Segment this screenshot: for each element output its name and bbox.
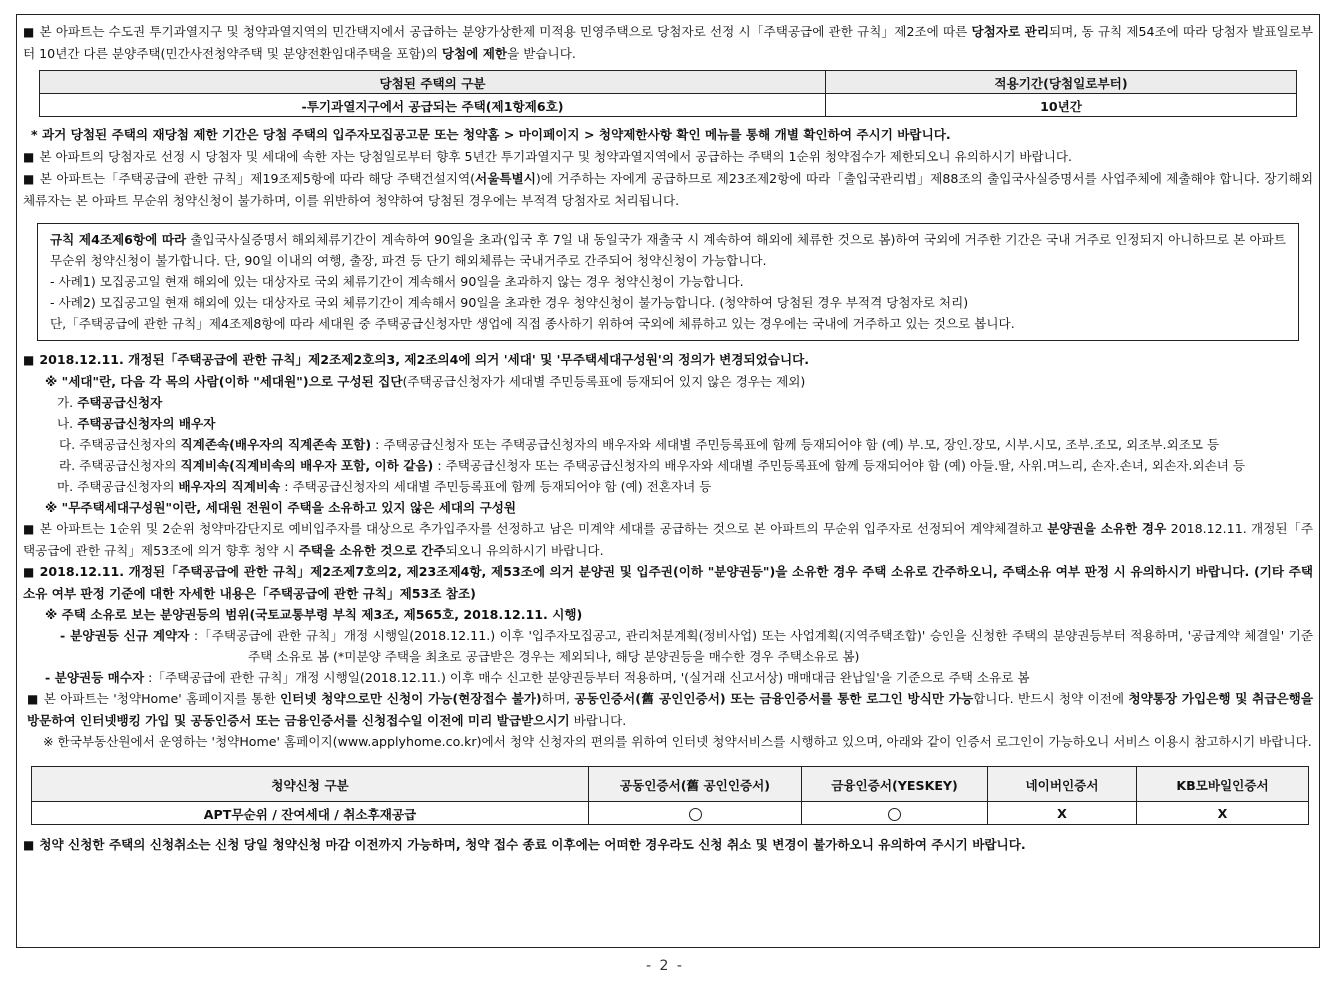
first-rank-paragraph: ■ 본 아파트의 당첨자로 선정 시 당첨자 및 세대에 속한 자는 당첨일로부터 향후 5년간 투기과열지구 및 청약과열지역에서 공급하는 주택의 1순위 청약접수가 제한되오니 유의하시기 바랍니다.	[23, 146, 1313, 168]
reserve-text-c: 2018.12.11. 개정된「주택공급에 관한 규칙」제53조에 의거 향후 청약 시	[23, 521, 1314, 558]
intro-bold-1: 당첨자로 관리	[971, 24, 1049, 39]
intro-text-end: 을 받습니다.	[507, 46, 576, 61]
online-bold-b: 인터넷 청약으로만 신청이 가능(현장접수 불가)	[280, 691, 542, 706]
item-da-bold: 직계존속(배우자의 직계존속 포함)	[180, 437, 372, 452]
online-text-g: 바랍니다.	[569, 713, 627, 728]
cert-header-naver: 네이버인증서	[988, 767, 1137, 802]
intro-bold-2: 당첨에 제한	[441, 46, 508, 61]
restriction-table	[39, 70, 1297, 117]
restriction-cell-period: 10년간	[826, 94, 1297, 117]
household-definition-text: (주택공급신청자가 세대별 주민등록표에 등재되어 있지 않은 경우는 제외)	[402, 374, 806, 389]
recheck-note: * 과거 당첨된 주택의 재당첨 제한 기간은 당첨 주택의 입주자모집공고문 또는 청약홈 > 마이페이지 > 청약제한사항 확인 메뉴를 통해 개별 확인하여 주시기 바랍니다.	[31, 127, 951, 142]
reserve-bold-d: 주택을 소유한 것으로 간주	[298, 543, 446, 558]
presale-buyer	[23, 667, 1313, 688]
region-name: 서울특별시	[475, 171, 536, 186]
overseas-stay-box	[37, 223, 1299, 341]
cert-header-type: 청약신청 구분	[32, 767, 589, 802]
cert-header-kb: KB모바일인증서	[1137, 767, 1309, 802]
box-case-2: - 사례2) 모집공고일 현재 해외에 있는 대상자로 국외 체류기간이 계속해서 90일을 초과한 경우 청약신청이 불가능합니다. (청약하여 당첨된 경우 부적격 당첨자로 처리)	[50, 295, 969, 310]
document-page	[16, 14, 1320, 948]
circle-icon	[888, 808, 901, 821]
item-ma-text: : 주택공급신청자의 세대별 주민등록표에 함께 등재되어야 함 (예) 전혼자녀 등	[280, 479, 712, 494]
box-line-1-bold: 규칙 제4조제6항에 따라	[50, 232, 187, 247]
household-definition	[23, 371, 1313, 392]
item-da-prefix: 다. 주택공급신청자의	[59, 437, 181, 452]
item-ra-bold: 직계비속(직계비속의 배우자 포함, 이하 같음)	[180, 458, 434, 473]
household-item-ra	[23, 455, 1313, 476]
reserve-paragraph	[23, 518, 1313, 561]
presale-title: ■ 2018.12.11. 개정된「주택공급에 관한 규칙」제2조제7호의2, 제23조제4항, 제53조에 의거 분양권 및 입주권(이하 "분양권등")을 소유한 경우 주택 소유로 간주하오니, 주택소유 여부 판정 시 유의하시기 바랍니다. (기타 주택소유 여부 판정 기준에 대한 자세한 내용은「주택공급에 관한 규칙」제53조 참조)	[23, 561, 1313, 604]
intro-text-mid: 되며, 동 규칙 제54조에 따라 당첨자 발표일로부터 10년간 다른 분양주택(민간사전청약주택 및 분양전환임대주택을 포함)의	[23, 24, 1314, 61]
reserve-text-e: 되오니 유의하시기 바랍니다.	[445, 543, 604, 558]
household-title: ■ 2018.12.11. 개정된「주택공급에 관한 규칙」제2조제2호의3, 제2조의4에 의거 '세대' 및 '무주택세대구성원'의 정의가 변경되었습니다.	[23, 349, 1313, 371]
household-item-ga	[23, 392, 1313, 413]
region-text-c: )에 거주하는 자에게 공급하므로 제23조제2항에 따라「출입국관리법」제88조의 출입국사실증명서를 사업주체에 제출해야 합니다. 장기해외체류자는 본 아파트 무순위 청약신청이 불가하며, 이를 위반하여 청약하여 당첨된 경우에는 부적격 당첨자로 처리됩니다.	[23, 171, 1314, 208]
online-text-e: 합니다. 반드시 청약 이전에	[973, 691, 1129, 706]
item-na-bold: 주택공급신청자의 배우자	[77, 416, 216, 431]
cert-financial-available	[802, 802, 988, 825]
cert-kb-unavailable: X	[1137, 802, 1309, 825]
online-bold-f: 청약통장 가입은행 및 취급은행을 방문하여 인터넷뱅킹 가입 및 공동인증서 또는 금융인증서를 신청접수일 이전에 미리 발급받으시기	[27, 691, 1314, 728]
cert-header-joint: 공동인증서(舊 공인인증서)	[589, 767, 802, 802]
region-paragraph	[23, 168, 1313, 211]
intro-paragraph	[23, 21, 1313, 64]
household-definition-bold: ※ "세대"란, 다음 각 목의 사람(이하 "세대원")으로 구성된 집단	[45, 374, 403, 389]
item-ga-prefix: 가.	[57, 395, 78, 410]
restriction-cell-type: -투기과열지구에서 공급되는 주택(제1항제6호)	[40, 94, 826, 117]
certificate-table	[31, 766, 1309, 825]
presale-new-bold: - 분양권등 신규 계약자	[60, 628, 190, 643]
reserve-bold-b: 분양권을 소유한 경우	[1047, 521, 1167, 536]
household-item-ma	[23, 476, 1313, 497]
item-ma-prefix: 마. 주택공급신청자의	[57, 479, 179, 494]
reserve-text-a: 본 아파트는 1순위 및 2순위 청약마감단지로 예비입주자를 대상으로 추가입주자를 선정하고 남은 미계약 세대를 공급하는 것으로 본 아파트의 무순위 입주자로 선정되어 계약체결하고	[39, 521, 1048, 536]
online-text-c: 하며,	[541, 691, 575, 706]
box-exception: 단,「주택공급에 관한 규칙」제4조제8항에 따라 세대원 중 주택공급신청자만 생업에 직접 종사하기 위하여 국외에 체류하고 있는 경우에는 국내에 거주하고 있는 것으로 봅니다.	[50, 316, 1015, 331]
presale-new-contractor	[23, 625, 1313, 667]
cert-naver-unavailable: X	[988, 802, 1137, 825]
online-text-a: 본 아파트는 '청약Home' 홈페이지를 통한	[43, 691, 280, 706]
box-line-1	[50, 229, 1286, 271]
cert-row-label: APT무순위 / 잔여세대 / 취소후재공급	[32, 802, 589, 825]
item-ga-bold: 주택공급신청자	[77, 395, 163, 410]
item-da-text: : 주택공급신청자 또는 주택공급신청자의 배우자와 세대별 주민등록표에 함께 등재되어야 함 (예) 부.모, 장인.장모, 시부.시모, 조부.조모, 외조부.외조모 등	[371, 437, 1220, 452]
item-ra-text: : 주택공급신청자 또는 주택공급신청자의 배우자와 세대별 주민등록표에 함께 등재되어야 함 (예) 아들.딸, 사위.며느리, 손자.손녀, 외손자.외손녀 등	[433, 458, 1246, 473]
household-item-na	[23, 413, 1313, 434]
online-bold-d: 공동인증서(舊 공인인증서) 또는 금융인증서를 통한 로그인 방식만 가능	[574, 691, 974, 706]
item-ra-prefix: 라. 주택공급신청자의	[59, 458, 181, 473]
cert-joint-available	[589, 802, 802, 825]
homeless-definition: ※ "무주택세대구성원"이란, 세대원 전원이 주택을 소유하고 있지 않은 세대의 구성원	[45, 500, 517, 515]
presale-scope: ※ 주택 소유로 보는 분양권등의 범위(국토교통부령 부칙 제3조, 제565호, 2018.12.11. 시행)	[45, 607, 583, 622]
household-item-da	[23, 434, 1313, 455]
presale-buyer-text: :「주택공급에 관한 규칙」개정 시행일(2018.12.11.) 이후 매수 신고한 분양권등부터 적용하며, '(실거래 신고서상) 매매대금 완납일'을 기준으로 주택 소유로 봄	[144, 670, 1030, 685]
item-na-prefix: 나.	[57, 416, 78, 431]
online-paragraph	[23, 688, 1313, 731]
item-ma-bold: 배우자의 직계비속	[178, 479, 281, 494]
page-number: - 2 -	[646, 958, 684, 974]
region-text-a: 본 아파트는「주택공급에 관한 규칙」제19조제5항에 따라 해당 주택건설지역(	[39, 171, 476, 186]
online-note: ※ 한국부동산원에서 운영하는 '청약Home' 홈페이지(www.applyhome.co.kr)에서 청약 신청자의 편의를 위하여 인터넷 청약서비스를 시행하고 있으며, 아래와 같이 인증서 로그인이 가능하오니 서비스 이용시 참고하시기 바랍니다.	[43, 734, 1312, 749]
restriction-header-type: 당첨된 주택의 구분	[40, 71, 826, 94]
circle-icon	[689, 808, 702, 821]
cert-header-financial: 금융인증서(YESKEY)	[802, 767, 988, 802]
box-line-1-text: 출입국사실증명서 해외체류기간이 계속하여 90일을 초과(입국 후 7일 내 동일국가 재출국 시 계속하여 해외에 체류한 것으로 봄)하여 국외에 거주한 기간은 국내 거주로 인정되지 아니하므로 본 아파트 무순위 청약신청이 불가합니다. 단, 90일 이내의 여행, 출장, 파견 등 단기 해외체류는 국내거주로 간주되어 청약신청이 가능합니다.	[50, 232, 1286, 268]
box-case-1: - 사례1) 모집공고일 현재 해외에 있는 대상자로 국외 체류기간이 계속해서 90일을 초과하지 않는 경우 청약신청이 가능합니다.	[50, 274, 744, 289]
presale-buyer-bold: - 분양권등 매수자	[45, 670, 145, 685]
restriction-header-period: 적용기간(당첨일로부터)	[826, 71, 1297, 94]
presale-new-text: :「주택공급에 관한 규칙」개정 시행일(2018.12.11.) 이후 '입주자모집공고, 관리처분계획(정비사업) 또는 사업계획(지역주택조합)' 승인을 신청한 주택의 분양권등부터 적용하며, '공급계약 체결일' 기준 주택 소유로 봄 (*미분양 주택을 최초로 공급받은 경우는 제외되나, 해당 분양권등을 매수한 경우 주택소유로 봄)	[189, 628, 1314, 664]
intro-text: 본 아파트는 수도권 투기과열지구 및 청약과열지역의 민간택지에서 공급하는 분양가상한제 미적용 민영주택으로 당첨자로 선정 시「주택공급에 관한 규칙」제2조에 따른	[39, 24, 972, 39]
cancel-notice: ■ 청약 신청한 주택의 신청취소는 신청 당일 청약신청 마감 이전까지 가능하며, 청약 접수 종료 이후에는 어떠한 경우라도 신청 취소 및 변경이 불가하오니 유의하여 주시기 바랍니다.	[23, 834, 1313, 856]
